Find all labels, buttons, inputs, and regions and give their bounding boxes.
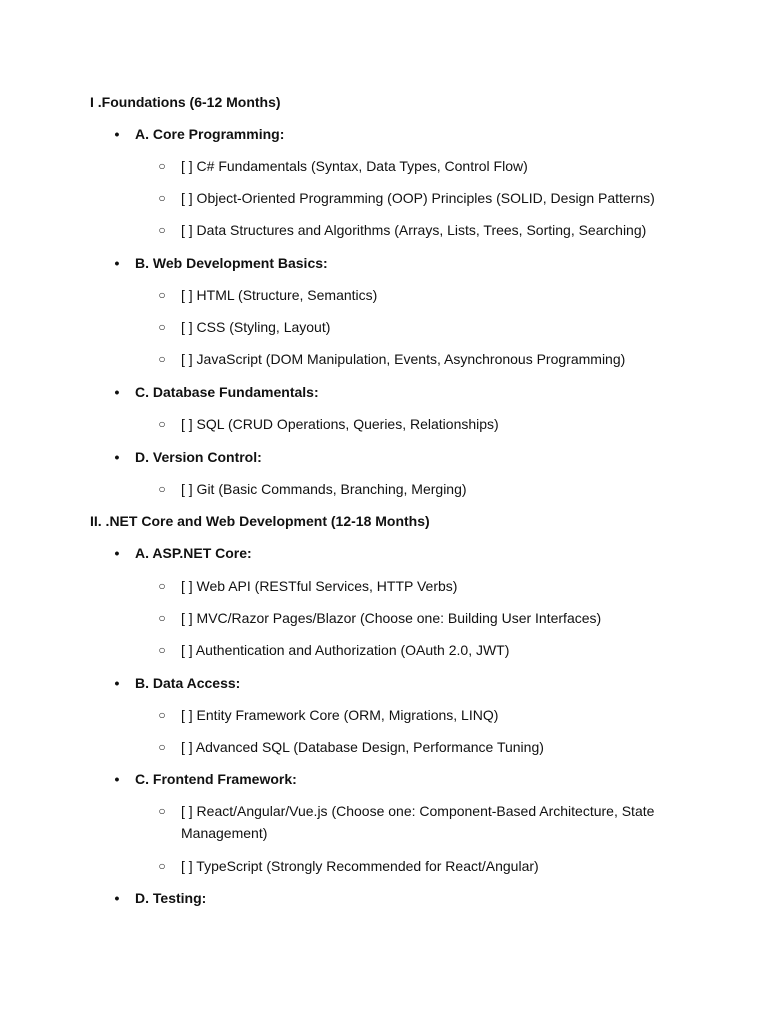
checklist-item: [ ] TypeScript (Strongly Recommended for React/Angular) [181,858,539,874]
circle-bullet-icon: ○ [158,611,166,625]
circle-bullet-icon: ○ [158,320,166,334]
circle-bullet-icon: ○ [158,482,166,496]
subsection-heading: A. ASP.NET Core: [135,545,252,561]
checklist-item: [ ] C# Fundamentals (Syntax, Data Types, Control Flow) [181,158,528,174]
bullet-icon: • [114,890,120,906]
checklist-item: [ ] HTML (Structure, Semantics) [181,287,378,303]
checklist-item: [ ] MVC/Razor Pages/Blazor (Choose one: Building User Interfaces) [181,610,602,626]
bullet-icon: • [114,545,120,561]
circle-bullet-icon: ○ [158,859,166,873]
circle-bullet-icon: ○ [158,159,166,173]
circle-bullet-icon: ○ [158,417,166,431]
bullet-icon: • [114,255,120,271]
section-heading: I .Foundations (6-12 Months) [90,94,281,110]
subsection-heading: B. Web Development Basics: [135,255,328,271]
circle-bullet-icon: ○ [158,708,166,722]
section-heading: II. .NET Core and Web Development (12-18 Months) [90,513,430,529]
subsection-heading: D. Version Control: [135,449,262,465]
bullet-icon: • [114,675,120,691]
subsection-heading: C. Frontend Framework: [135,771,297,787]
checklist-item: [ ] Data Structures and Algorithms (Arrays, Lists, Trees, Sorting, Searching) [181,222,647,238]
checklist-item: [ ] Web API (RESTful Services, HTTP Verbs) [181,578,458,594]
circle-bullet-icon: ○ [158,740,166,754]
subsection-heading: B. Data Access: [135,675,241,691]
checklist-item: [ ] SQL (CRUD Operations, Queries, Relationships) [181,416,499,432]
circle-bullet-icon: ○ [158,288,166,302]
checklist-item: [ ] React/Angular/Vue.js (Choose one: Component-Based Architecture, State Management) [181,803,655,841]
subsection-heading: D. Testing: [135,890,207,906]
bullet-icon: • [114,384,120,400]
checklist-item: [ ] Authentication and Authorization (OAuth 2.0, JWT) [181,642,510,658]
bullet-icon: • [114,126,120,142]
circle-bullet-icon: ○ [158,352,166,366]
circle-bullet-icon: ○ [158,643,166,657]
subsection-heading: A. Core Programming: [135,126,285,142]
circle-bullet-icon: ○ [158,579,166,593]
checklist-item: [ ] Advanced SQL (Database Design, Performance Tuning) [181,739,544,755]
bullet-icon: • [114,449,120,465]
checklist-item: [ ] Entity Framework Core (ORM, Migrations, LINQ) [181,707,499,723]
subsection-heading: C. Database Fundamentals: [135,384,319,400]
circle-bullet-icon: ○ [158,223,166,237]
bullet-icon: • [114,771,120,787]
checklist-item: [ ] Git (Basic Commands, Branching, Merging) [181,481,467,497]
circle-bullet-icon: ○ [158,804,166,818]
checklist-item: [ ] CSS (Styling, Layout) [181,319,331,335]
checklist-item: [ ] JavaScript (DOM Manipulation, Events, Asynchronous Programming) [181,351,626,367]
circle-bullet-icon: ○ [158,191,166,205]
checklist-item: [ ] Object-Oriented Programming (OOP) Principles (SOLID, Design Patterns) [181,190,655,206]
